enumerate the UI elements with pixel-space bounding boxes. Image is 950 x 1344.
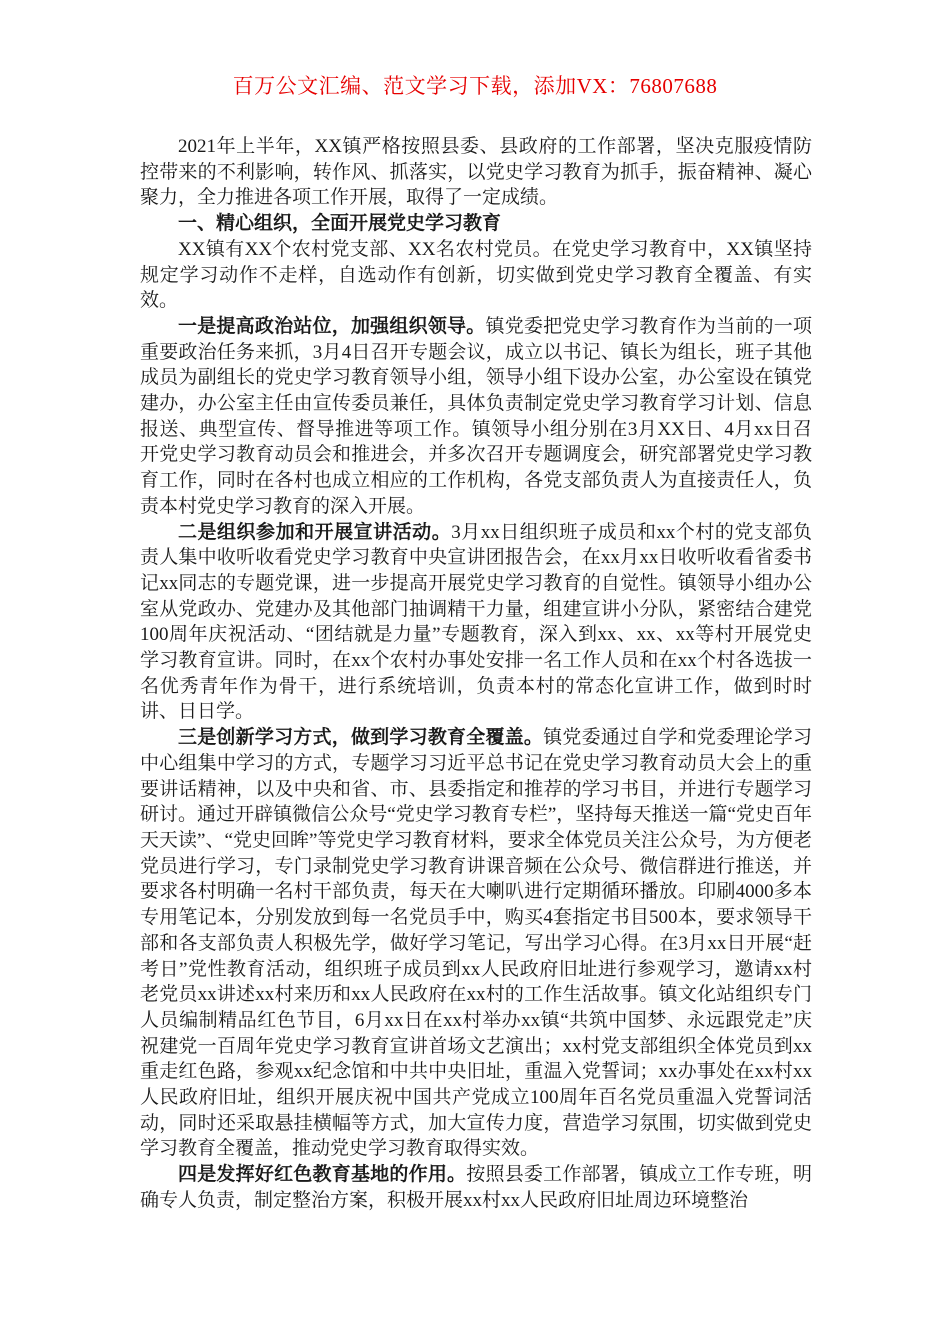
paragraph-lead: 一是提高政治站位，加强组织领导。	[178, 315, 486, 337]
document-body	[140, 134, 812, 1214]
promo-banner: 百万公文汇编、范文学习下载，添加VX：76807688	[232, 74, 718, 98]
paragraph	[140, 237, 812, 314]
paragraph-text: 按照县委工作部署，镇成立工作专班，明确专人负责，制定整治方案，积极开展xx村xx人民政府旧址周边环境整治	[140, 1164, 812, 1211]
paragraph	[140, 314, 812, 520]
paragraph	[140, 134, 812, 211]
paragraph-text: 镇党委把党史学习教育作为当前的一项重要政治任务来抓，3月4日召开专题会议，成立以书记、镇长为组长，班子其他成员为副组长的党史学习教育领导小组，领导小组下设办公室，办公室设在镇党建办，办公室主任由宣传委员兼任，具体负责制定党史学习教育学习计划、信息报送、典型宣传、督导推进等项工作。镇领导小组分别在3月XX日、4月xx日召开党史学习教育动员会和推进会，并多次召开专题调度会，研究部署党史学习教育工作，同时在各村也成立相应的工作机构，各党支部负责人为直接责任人，负责本村党史学习教育的深入开展。	[140, 315, 812, 517]
paragraph-lead: 二是组织参加和开展宣讲活动。	[178, 521, 452, 543]
paragraph-text: XX镇有XX个农村党支部、XX名农村党员。在党史学习教育中，XX镇坚持规定学习动作不走样，自选动作有创新，切实做到党史学习教育全覆盖、有实效。	[140, 238, 812, 312]
paragraph-lead: 三是创新学习方式，做到学习教育全覆盖。	[178, 727, 544, 749]
paragraph	[140, 1162, 812, 1213]
paragraph-lead: 四是发挥好红色教育基地的作用。	[178, 1164, 467, 1186]
section-heading-text: 一、精心组织，全面开展党史学习教育	[178, 213, 502, 235]
paragraph-text: 镇党委通过自学和党委理论学习中心组集中学习的方式，专题学习习近平总书记在党史学习教育动员大会上的重要讲话精神，以及中央和省、市、县委指定和推荐的学习书目，并进行专题学习研讨。通过开辟镇微信公众号“党史学习教育专栏”，坚持每天推送一篇“党史百年天天读”、“党史回眸”等党史学习教育材料，要求全体党员关注公众号，为方便老党员进行学习，专门录制党史学习教育讲课音频在公众号、微信群进行推送，并要求各村明确一名村干部负责，每天在大喇叭进行定期循环播放。印刷4000多本专用笔记本，分别发放到每一名党员手中，购买4套指定书目500本，要求领导干部和各支部负责人积极先学，做好学习笔记，写出学习心得。在3月xx日开展“赶考日”党性教育活动，组织班子成员到xx人民政府旧址进行参观学习，邀请xx村老党员xx讲述xx村来历和xx人民政府在xx村的工作生活故事。镇文化站组织专门人员编制精品红色节目，6月xx日在xx村举办xx镇“共筑中国梦、永远跟党走”庆祝建党一百周年党史学习教育宣讲首场文艺演出；xx村党支部组织全体党员到xx重走红色路，参观xx纪念馆和中共中央旧址，重温入党誓词；xx办事处在xx村xx人民政府旧址，组织开展庆祝中国共产党成立100周年百名党员重温入党誓词活动，同时还采取悬挂横幅等方式，加大宣传力度，营造学习氛围，切实做到党史学习教育全覆盖，推动党史学习教育取得实效。	[140, 727, 812, 1160]
paragraph-text: 3月xx日组织班子成员和xx个村的党支部负责人集中收听收看党史学习教育中央宣讲团报告会，在xx月xx日收听收看省委书记xx同志的专题党课，进一步提高开展党史学习教育的自觉性。镇领导小组办公室从党政办、党建办及其他部门抽调精干力量，组建宣讲小分队，紧密结合建党100周年庆祝活动、“团结就是力量”专题教育，深入到xx、xx、xx等村开展党史学习教育宣讲。同时，在xx个农村办事处安排一名工作人员和在xx个村各选拔一名优秀青年作为骨干，进行系统培训，负责本村的常态化宣讲工作，做到时时讲、日日学。	[140, 521, 812, 723]
paragraph	[140, 725, 812, 1162]
paragraph-text: 2021年上半年，XX镇严格按照县委、县政府的工作部署，坚决克服疫情防控带来的不利影响，转作风、抓落实，以党史学习教育为抓手，振奋精神、凝心聚力，全力推进各项工作开展，取得了一定成绩。	[140, 136, 812, 209]
section-heading	[140, 211, 812, 237]
paragraph	[140, 520, 812, 726]
